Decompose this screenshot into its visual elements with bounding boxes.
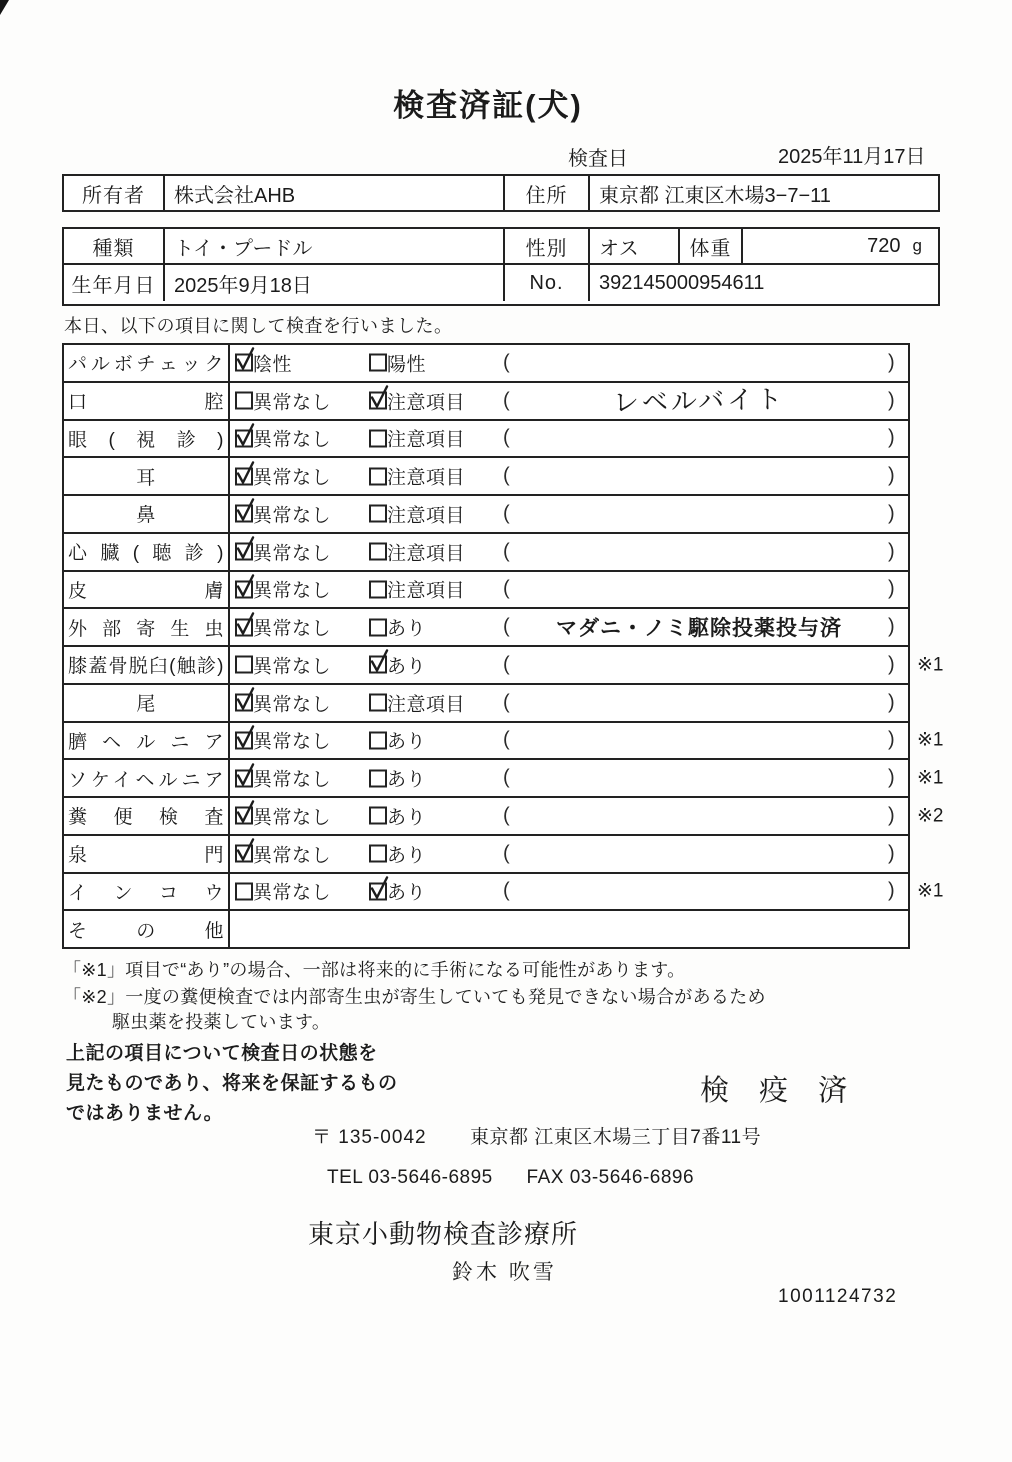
checklist-row <box>64 685 908 723</box>
option-1 <box>235 387 331 414</box>
checklist-row-body <box>230 911 908 947</box>
option-2 <box>369 425 465 452</box>
checkbox[interactable] <box>235 618 253 636</box>
sex-value: オス <box>590 229 680 263</box>
checkbox[interactable] <box>235 580 253 598</box>
option-1-label: 異常なし <box>253 656 332 678</box>
checklist-row <box>64 836 908 874</box>
checkbox[interactable] <box>235 882 253 900</box>
option-1-label: 異常なし <box>253 505 332 527</box>
quarantine-stamp: 検 疫 済 <box>700 1075 859 1107</box>
checklist-item-label: 糞便検査 <box>64 798 230 834</box>
checkbox[interactable] <box>235 467 253 485</box>
option-1 <box>235 500 331 527</box>
paren-open: ( <box>503 653 510 676</box>
option-2-label: 陽性 <box>387 354 427 376</box>
checklist-item-label: 皮膚 <box>64 572 230 608</box>
checkbox[interactable] <box>369 505 387 523</box>
weight-label: 体重 <box>680 229 743 263</box>
checklist-row <box>64 534 908 572</box>
option-2 <box>369 387 465 414</box>
paren-open: ( <box>503 426 510 449</box>
option-1 <box>235 538 331 565</box>
option-2-label: あり <box>387 807 427 829</box>
option-2-label: 注意項目 <box>387 429 466 451</box>
disclaimer-line: 見たものであり、将来を保証するもの <box>66 1073 398 1094</box>
checklist-item-label: 耳 <box>64 458 230 494</box>
weight-number: 720 <box>867 234 901 257</box>
checkbox[interactable] <box>369 429 387 447</box>
paren-close: ) <box>888 502 895 525</box>
checklist-item-label: 臍ヘルニア <box>64 723 230 759</box>
scan-artifact <box>0 0 9 15</box>
checkbox[interactable] <box>235 392 253 410</box>
fax-number: FAX 03-5646-6896 <box>526 1167 695 1188</box>
option-2 <box>369 651 426 678</box>
checklist-row-body <box>230 345 908 381</box>
finding-note: マダニ・ノミ駆除投薬投与済 <box>556 617 842 641</box>
examiner-name: 鈴木 吹雪 <box>452 1261 557 1284</box>
option-2-label: あり <box>387 731 427 753</box>
option-1 <box>235 689 331 716</box>
paren-open: ( <box>503 766 510 789</box>
option-1-label: 異常なし <box>253 467 332 489</box>
option-1 <box>235 878 331 905</box>
paren-open: ( <box>503 691 510 714</box>
option-2-label: あり <box>387 656 427 678</box>
option-2-label: あり <box>387 618 427 640</box>
option-1 <box>235 463 331 490</box>
paren-close: ) <box>888 804 895 827</box>
footnote-ref: ※1 <box>917 767 944 789</box>
footnote-2-continued: 駆虫薬を投薬しています。 <box>112 1012 331 1032</box>
disclaimer-line: ではありません。 <box>66 1103 224 1124</box>
paren-open: ( <box>503 464 510 487</box>
sex-label: 性別 <box>505 229 590 263</box>
checkbox[interactable] <box>369 354 387 372</box>
checkbox[interactable] <box>369 845 387 863</box>
owner-value: 株式会社AHB <box>165 176 505 210</box>
checklist-row <box>64 609 908 647</box>
checkbox[interactable] <box>235 845 253 863</box>
footnote-ref: ※1 <box>917 880 944 902</box>
serial-number: 1001124732 <box>778 1286 898 1307</box>
option-2-label: 注意項目 <box>387 392 466 414</box>
checklist-row-body <box>230 723 908 759</box>
option-1 <box>235 425 331 452</box>
checkbox[interactable] <box>235 656 253 674</box>
option-2 <box>369 538 465 565</box>
checklist-row <box>64 421 908 459</box>
finding-note: レベルバイト <box>612 383 786 418</box>
option-1 <box>235 727 331 754</box>
checklist-row <box>64 572 908 610</box>
option-1-label: 異常なし <box>253 392 332 414</box>
checkbox[interactable] <box>369 580 387 598</box>
disclaimer-text <box>66 1039 398 1129</box>
option-1-label: 異常なし <box>253 882 332 904</box>
checkbox[interactable] <box>369 467 387 485</box>
checklist-row-body <box>230 496 908 532</box>
paren-close: ) <box>888 653 895 676</box>
option-2 <box>369 463 465 490</box>
paren-open: ( <box>503 389 510 412</box>
checklist-row-body <box>230 798 908 834</box>
checklist-row-body <box>230 458 908 494</box>
checklist-row-body <box>230 534 908 570</box>
option-2 <box>369 840 426 867</box>
checkbox[interactable] <box>369 392 387 410</box>
checkbox[interactable] <box>369 543 387 561</box>
checkbox[interactable] <box>235 769 253 787</box>
checklist-item-label: 膝蓋骨脱臼(触診) <box>64 647 230 683</box>
paren-open: ( <box>503 728 510 751</box>
checklist-row <box>64 647 944 685</box>
option-1-label: 陰性 <box>253 354 293 376</box>
footnote-ref: ※1 <box>917 729 944 751</box>
address-value: 東京都 江東区木場3−7−11 <box>599 184 831 207</box>
paren-close: ) <box>888 577 895 600</box>
pet-table <box>62 227 940 306</box>
paren-close: ) <box>888 351 895 374</box>
checklist-row <box>64 458 908 496</box>
option-1-label: 異常なし <box>253 845 332 867</box>
option-2-label: 注意項目 <box>387 694 466 716</box>
option-1 <box>235 614 331 641</box>
checklist-row <box>64 383 908 421</box>
checklist-item-label: 尾 <box>64 685 230 721</box>
checklist-row-body <box>230 685 908 721</box>
inspection-date-label: 検査日 <box>568 148 628 170</box>
weight-value <box>743 229 938 263</box>
checklist-row <box>64 911 908 947</box>
checkbox[interactable] <box>235 731 253 749</box>
option-2-label: 注意項目 <box>387 505 466 527</box>
checkbox[interactable] <box>235 429 253 447</box>
checklist-row-body <box>230 421 908 457</box>
option-1 <box>235 349 292 376</box>
checklist-table <box>62 343 944 949</box>
birthdate-value: 2025年9月18日 <box>165 265 505 301</box>
option-2 <box>369 878 426 905</box>
document-title: 検査済証(犬) <box>393 88 583 123</box>
option-2 <box>369 614 426 641</box>
clinic-address: 東京都 江東区木場三丁目7番11号 <box>470 1127 762 1148</box>
checkbox[interactable] <box>369 769 387 787</box>
checklist-row-body <box>230 874 908 910</box>
paren-open: ( <box>503 540 510 563</box>
checklist-row <box>64 723 944 761</box>
paren-close: ) <box>888 842 895 865</box>
option-1 <box>235 651 331 678</box>
paren-close: ) <box>888 389 895 412</box>
option-1-label: 異常なし <box>253 731 332 753</box>
checklist-row-body <box>230 760 908 796</box>
number-value: 392145000954611 <box>599 271 765 294</box>
checkbox[interactable] <box>235 354 253 372</box>
checklist-item-label: 口腔 <box>64 383 230 419</box>
paren-close: ) <box>888 691 895 714</box>
paren-close: ) <box>888 728 895 751</box>
paren-open: ( <box>503 615 510 638</box>
option-2 <box>369 689 465 716</box>
checklist-item-label: 眼(視診) <box>64 421 230 457</box>
paren-open: ( <box>503 804 510 827</box>
number-label: No. <box>505 265 590 301</box>
paren-open: ( <box>503 879 510 902</box>
checklist-row <box>64 760 944 798</box>
option-1 <box>235 576 331 603</box>
checklist-row <box>64 496 908 534</box>
checklist-item-label: 鼻 <box>64 496 230 532</box>
checklist-item-label: 心臓(聴診) <box>64 534 230 570</box>
postal-code: 〒 135-0042 <box>312 1127 427 1148</box>
disclaimer-line: 上記の項目について検査日の状態を <box>66 1043 378 1064</box>
footnote-1: 「※1」項目で“あり”の場合、一部は将来的に手術になる可能性があります。 <box>63 960 686 980</box>
checkbox[interactable] <box>235 694 253 712</box>
checklist-row <box>64 345 908 383</box>
option-2 <box>369 349 426 376</box>
checkbox[interactable] <box>235 543 253 561</box>
paren-close: ) <box>888 615 895 638</box>
option-1-label: 異常なし <box>253 429 332 451</box>
checklist-item-label: パルボチェック <box>64 345 230 381</box>
option-2 <box>369 802 426 829</box>
checkbox[interactable] <box>369 807 387 825</box>
option-1 <box>235 802 331 829</box>
paren-open: ( <box>503 577 510 600</box>
option-1-label: 異常なし <box>253 543 332 565</box>
tel-fax-line <box>327 1167 694 1189</box>
owner-table <box>62 174 940 212</box>
clinic-name: 東京小動物検査診療所 <box>308 1219 579 1249</box>
checkbox[interactable] <box>369 694 387 712</box>
footnote-ref: ※2 <box>917 805 944 827</box>
checklist-item-label: 外部寄生虫 <box>64 609 230 645</box>
option-2 <box>369 765 426 792</box>
checkbox[interactable] <box>235 807 253 825</box>
option-2-label: 注意項目 <box>387 467 466 489</box>
inspection-date-value: 2025年11月17日 <box>778 146 926 168</box>
owner-label: 所有者 <box>64 176 165 210</box>
checklist-item-label: インコウ <box>64 874 230 910</box>
footnote-ref: ※1 <box>917 654 944 676</box>
option-2 <box>369 727 426 754</box>
paren-close: ) <box>888 879 895 902</box>
option-1-label: 異常なし <box>253 769 332 791</box>
checklist-row-body <box>230 383 908 419</box>
checklist-item-label: 泉門 <box>64 836 230 872</box>
option-1 <box>235 840 331 867</box>
checklist-row-body <box>230 647 908 683</box>
checkbox[interactable] <box>369 882 387 900</box>
option-2-label: 注意項目 <box>387 543 466 565</box>
checklist-row-body <box>230 572 908 608</box>
footnote-2: 「※2」一度の糞便検査では内部寄生虫が寄生していても発見できない場合があるため <box>63 987 766 1007</box>
checklist-item-label: ソケイヘルニア <box>64 760 230 796</box>
option-1-label: 異常なし <box>253 580 332 602</box>
breed-label: 種類 <box>64 229 165 263</box>
tel-number: TEL 03-5646-6895 <box>327 1167 493 1188</box>
checkbox[interactable] <box>235 505 253 523</box>
option-2-label: あり <box>387 845 427 867</box>
option-2 <box>369 576 465 603</box>
birthdate-label: 生年月日 <box>64 265 165 301</box>
checklist-row <box>64 798 944 836</box>
weight-unit: g <box>912 236 922 255</box>
option-2-label: あり <box>387 769 427 791</box>
paren-close: ) <box>888 540 895 563</box>
checkbox[interactable] <box>369 618 387 636</box>
option-2-label: あり <box>387 882 427 904</box>
checkbox[interactable] <box>369 656 387 674</box>
option-1 <box>235 765 331 792</box>
checklist-row-body <box>230 609 908 645</box>
paren-open: ( <box>503 842 510 865</box>
paren-open: ( <box>503 502 510 525</box>
address-label: 住所 <box>505 176 590 210</box>
option-2 <box>369 500 465 527</box>
paren-close: ) <box>888 766 895 789</box>
checklist-row-body <box>230 836 908 872</box>
option-2-label: 注意項目 <box>387 580 466 602</box>
checklist-row <box>64 874 944 912</box>
option-1-label: 異常なし <box>253 807 332 829</box>
paren-open: ( <box>503 351 510 374</box>
checkbox[interactable] <box>369 731 387 749</box>
option-1-label: 異常なし <box>253 694 332 716</box>
paren-close: ) <box>888 426 895 449</box>
breed-value: トイ・プードル <box>165 229 505 263</box>
paren-close: ) <box>888 464 895 487</box>
option-1-label: 異常なし <box>253 618 332 640</box>
checklist-item-label: その他 <box>64 911 230 947</box>
intro-text: 本日、以下の項目に関して検査を行いました。 <box>64 316 453 336</box>
